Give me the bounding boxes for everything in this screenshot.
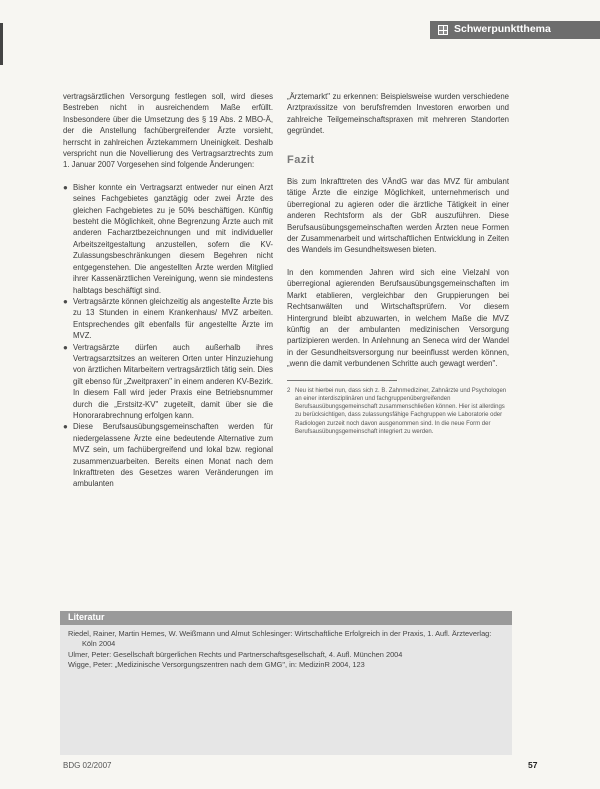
footnote-divider [287,380,397,381]
fazit-paragraph-2: In den kommenden Jahren wird sich eine Vielzahl von überregional agierenden Berufsausübungsgemeinschaften im Markt etablieren, vergleichbar den Gruppierungen bei Rechtsanwälten und Wirtschaftsprüfern. Vor diesem Hintergrund bleibt abzuwarten, in welchem Maße die MVZ künftig an der ambulanten medizinischen Versorgung partizipieren werden. In Anlehnung an Seneca wird der Wandel in der Gesundheitsversorgung nur beeinflusst werden können, „wenn die damit verbundenen Schritte auch gewagt werden". [287,267,509,369]
change-list [63,182,273,490]
literature-entry: Wigge, Peter: „Medizinische Versorgungszentren nach dem GMG", in: MedizinR 2004, 123 [68,660,365,670]
bullet-icon: ● [63,182,68,192]
right-intro-paragraph: „Ärztemarkt" zu erkennen: Beispielsweise wurden verschiedene Arztpraxissitze von berufsfremden Investoren erworben und zahlreiche Teilgemeinschaftspraxen mit mehreren Standorten gegründet. [287,92,509,136]
section-title: Schwerpunktthema [454,23,551,35]
journal-issue: BDG 02/2007 [63,761,112,770]
footnote-number: 2 [287,387,291,394]
literature-box [60,611,512,755]
grid-square-icon [438,25,448,35]
section-header-bar [430,21,600,39]
list-item: ● Vertragsärzte dürfen auch außerhalb ihres Vertragsarztsitzes an weiteren Orten unter Hinzuziehung von ärztlichen Mitarbeitern vertragsärztlich tätig sein. Dies gilt ebenso für „Zweitpraxen" in einem anderen KV-Bezirk. In diesem Fall wird jeder Praxis eine Betriebsnummer durch die „Erstsitz-KV" zugeteilt, damit über sie die Honorarabrechnung erfolgen kann. [63,342,273,420]
literature-heading: Literatur [60,611,512,625]
fazit-heading: Fazit [287,153,315,166]
list-item: ● Bisher konnte ein Vertragsarzt entweder nur einen Arzt seines Fachgebietes ganztägig oder zwei Ärzte des gleichen Fachgebietes zu je 50% beschäftigen. Künftig besteht die Möglichkeit, ohne Begrenzung Ärzte auch mit anderen Facharztbezeichnungen und mit individueller Arbeitszeitgestaltung anzustellen, sofern die KV-Zulassungsbeschränkungen diesem Begehren nicht entgegenstehen. Die angestellten Ärzte werden Mitglied ihrer Kassenärztlichen Vereinigung, wenn sie mindestens halbtags beschäftigt sind. [63,182,273,295]
bullet-icon: ● [63,342,68,352]
list-item: ● Vertragsärzte können gleichzeitig als angestellte Ärzte bis zu 13 Stunden in einem Krankenhaus/ MVZ arbeiten. Entsprechendes gilt ebenfalls für angestellte Ärzte im MVZ. [63,296,273,341]
bullet-icon: ● [63,296,68,306]
left-intro-paragraph: vertragsärztlichen Versorgung festlegen soll, wird dieses Bestreben nicht in ausreichendem Maße erfüllt. Insbesondere über die Umsetzung des § 19 Abs. 2 MBO-Ä, der die Anstellung fachübergreifender Ärzte vorsieht, herrscht in zahlreichen Ärztekammern Uneinigkeit. Deshalb verspricht nun die Novellierung des Vertragsarztrechts zum 1. Januar 2007 Vorgesehen sind folgende Änderungen: [63,92,273,170]
left-column [63,91,273,490]
left-margin-mark [0,23,3,65]
literature-entry: Riedel, Rainer, Martin Hemes, W. Weißmann und Almut Schlesinger: Wirtschaftliche Erfolgreich in der Praxis, 1. Aufl. Ärzteverlag: Köln 2004 [68,629,492,649]
bullet-icon: ● [63,422,68,432]
fazit-paragraph-1: Bis zum Inkrafttreten des VÄndG war das MVZ für ambulant tätige Ärzte die einzige Möglichkeit, unternehmerisch und überregional zu agieren oder die ärztliche Tätigkeit in einer anderen Rechtsform als der GbR auszuführen. Diese Berufsausübungsgemeinschaften werden Ärzten neue Formen der Zusammenarbeit und wirtschaftlichen Entwicklung in Zeiten des Wandels im Gesundheitswesen bieten. [287,177,509,255]
literature-entry: Ulmer, Peter: Gesellschaft bürgerlichen Rechts und Partnerschaftsgesellschaft, 4. Aufl. München 2004 [68,649,403,659]
page-number: 57 [528,760,538,770]
footnote [287,387,509,437]
right-column [287,91,509,436]
literature-list [60,625,512,671]
footnote-text: Neu ist hierbei nun, dass sich z. B. Zahnmediziner, Zahnärzte und Psychologen an einer interdisziplinären und fachgruppenübergreifenden Berufsausübungsgemeinschaft zusammenschließen können. Hier ist allerdings zu berücksichtigen, dass zulassungsfähige Fachgruppen wie Laboratorie oder Radiologen zurzeit noch davon ausgenommen sind. In die neue Form der Berufsausübungsgemeinschaft integriert zu werden. [295,387,507,436]
list-item: ● Diese Berufsausübungsgemeinschaften werden für niedergelassene Ärzte eine bedeutende Alternative zum MVZ sein, um fachübergreifend und lokal bzw. regional zusammenzuarbeiten. Bereits einen Monat nach dem Inkrafttreten des Gesetzes waren Veränderungen im ambulanten [63,422,273,489]
